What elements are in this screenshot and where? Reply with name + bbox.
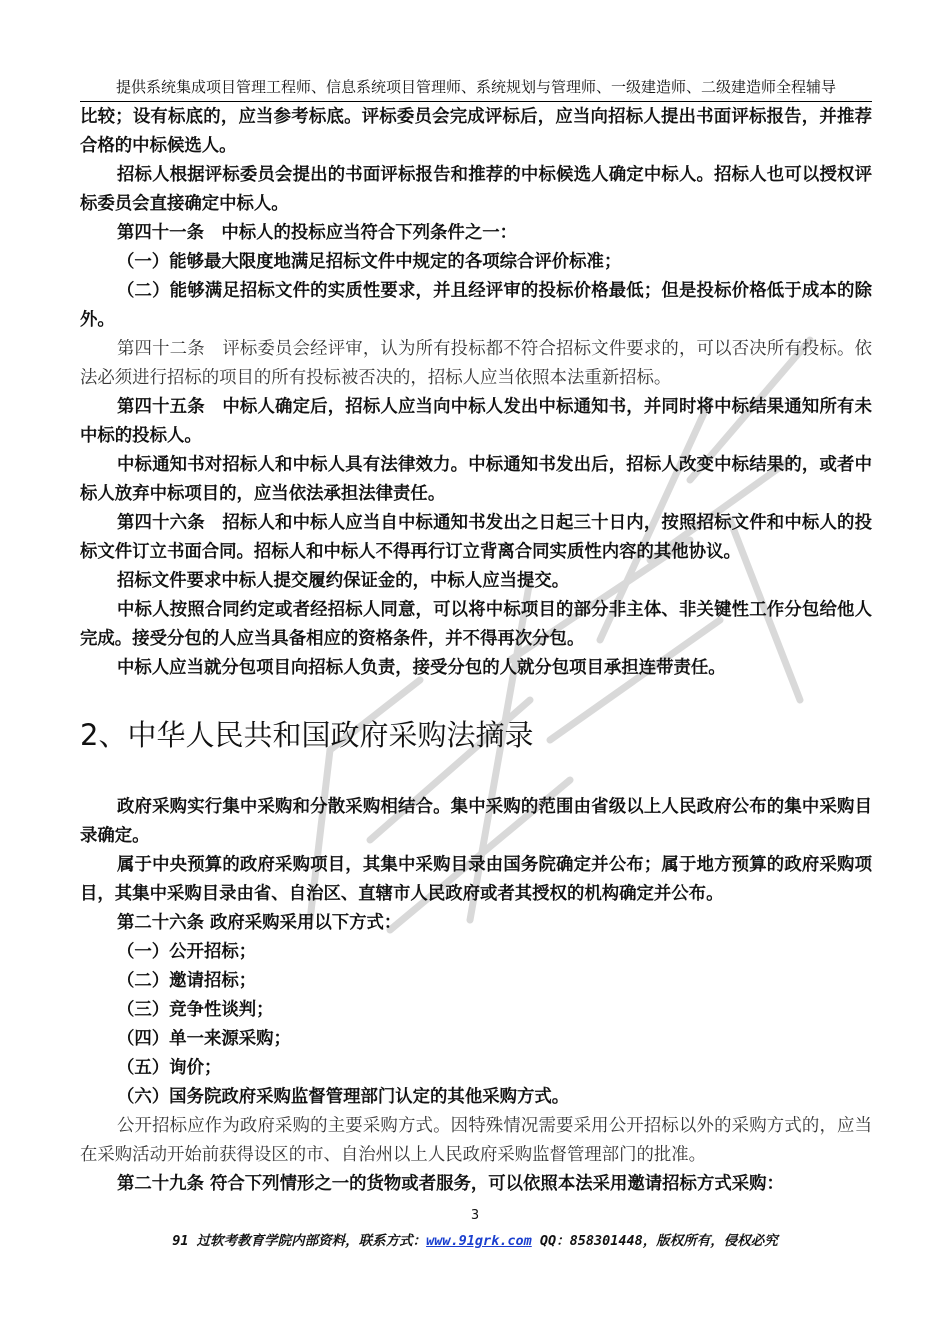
footer-website-link[interactable]: www.91grk.com [426,1233,532,1249]
header-rule [80,101,872,102]
article-46: 第四十六条 招标人和中标人应当自中标通知书发出之日起三十日内，按照招标文件和中标人的投标文件订立书面合同。招标人和中标人不得再行订立背离合同实质性内容的其他协议。 [80,513,872,562]
list-item: （三）竞争性谈判； [117,1000,274,1020]
section-title: 2、中华人民共和国政府采购法摘录 [80,718,534,752]
article-45: 第四十五条 中标人确定后，招标人应当向中标人发出中标通知书，并同时将中标结果通知所有未中标的投标人。 [80,397,872,446]
page-footer [0,1229,950,1249]
list-item: （一）公开招标； [117,942,257,962]
paragraph: 中标人按照合同约定或者经招标人同意，可以将中标项目的部分非主体、非关键性工作分包给他人完成。接受分包的人应当具备相应的资格条件，并不得再次分包。 [80,600,872,649]
page-header: 提供系统集成项目管理工程师、信息系统项目管理师、系统规划与管理师、一级建造师、二级建造师全程辅导 [115,78,836,96]
article-26: 第二十六条 政府采购采用以下方式： [117,913,402,933]
list-item: （二）能够满足招标文件的实质性要求，并且经评审的投标价格最低；但是投标价格低于成本的除外。 [80,281,872,330]
list-item: （二）邀请招标； [117,971,257,991]
paragraph: 公开招标应作为政府采购的主要采购方式。因特殊情况需要采用公开招标以外的采购方式的，应当在采购活动开始前获得设区的市、自治州以上人民政府采购监督管理部门的批准。 [80,1116,872,1165]
paragraph: 属于中央预算的政府采购项目，其集中采购目录由国务院确定并公布；属于地方预算的政府采购项目，其集中采购目录由省、自治区、直辖市人民政府或者其授权的机构确定并公布。 [80,855,872,904]
footer-suffix: QQ：858301448，版权所有，侵权必究 [531,1233,778,1249]
paragraph: 政府采购实行集中采购和分散采购相结合。集中采购的范围由省级以上人民政府公布的集中采购目录确定。 [80,797,872,846]
document-body [80,103,872,1199]
paragraph: 招标文件要求中标人提交履约保证金的，中标人应当提交。 [117,571,570,591]
paragraph: 中标人应当就分包项目向招标人负责，接受分包的人就分包项目承担连带责任。 [117,658,726,678]
list-item: （六）国务院政府采购监督管理部门认定的其他采购方式。 [117,1087,570,1107]
paragraph: 招标人根据评标委员会提出的书面评标报告和推荐的中标候选人确定中标人。招标人也可以授权评标委员会直接确定中标人。 [80,165,872,214]
article-29: 第二十九条 符合下列情形之一的货物或者服务，可以依照本法采用邀请招标方式采购： [117,1174,784,1194]
list-item: （四）单一来源采购； [117,1029,291,1049]
paragraph: 中标通知书对招标人和中标人具有法律效力。中标通知书发出后，招标人改变中标结果的，或者中标人放弃中标项目的，应当依法承担法律责任。 [80,455,872,504]
footer-prefix: 91 过软考教育学院内部资料，联系方式： [172,1233,427,1249]
paragraph: 比较；设有标底的，应当参考标底。评标委员会完成评标后，应当向招标人提出书面评标报告，并推荐合格的中标候选人。 [80,107,872,156]
list-item: （五）询价； [117,1058,222,1078]
article-42: 第四十二条 评标委员会经评审，认为所有投标都不符合招标文件要求的，可以否决所有投标。依法必须进行招标的项目的所有投标被否决的，招标人应当依照本法重新招标。 [80,339,872,388]
list-item: （一）能够最大限度地满足招标文件中规定的各项综合评价标准； [117,252,622,272]
page-number: 3 [470,1208,480,1223]
article-41: 第四十一条 中标人的投标应当符合下列条件之一： [117,223,517,243]
